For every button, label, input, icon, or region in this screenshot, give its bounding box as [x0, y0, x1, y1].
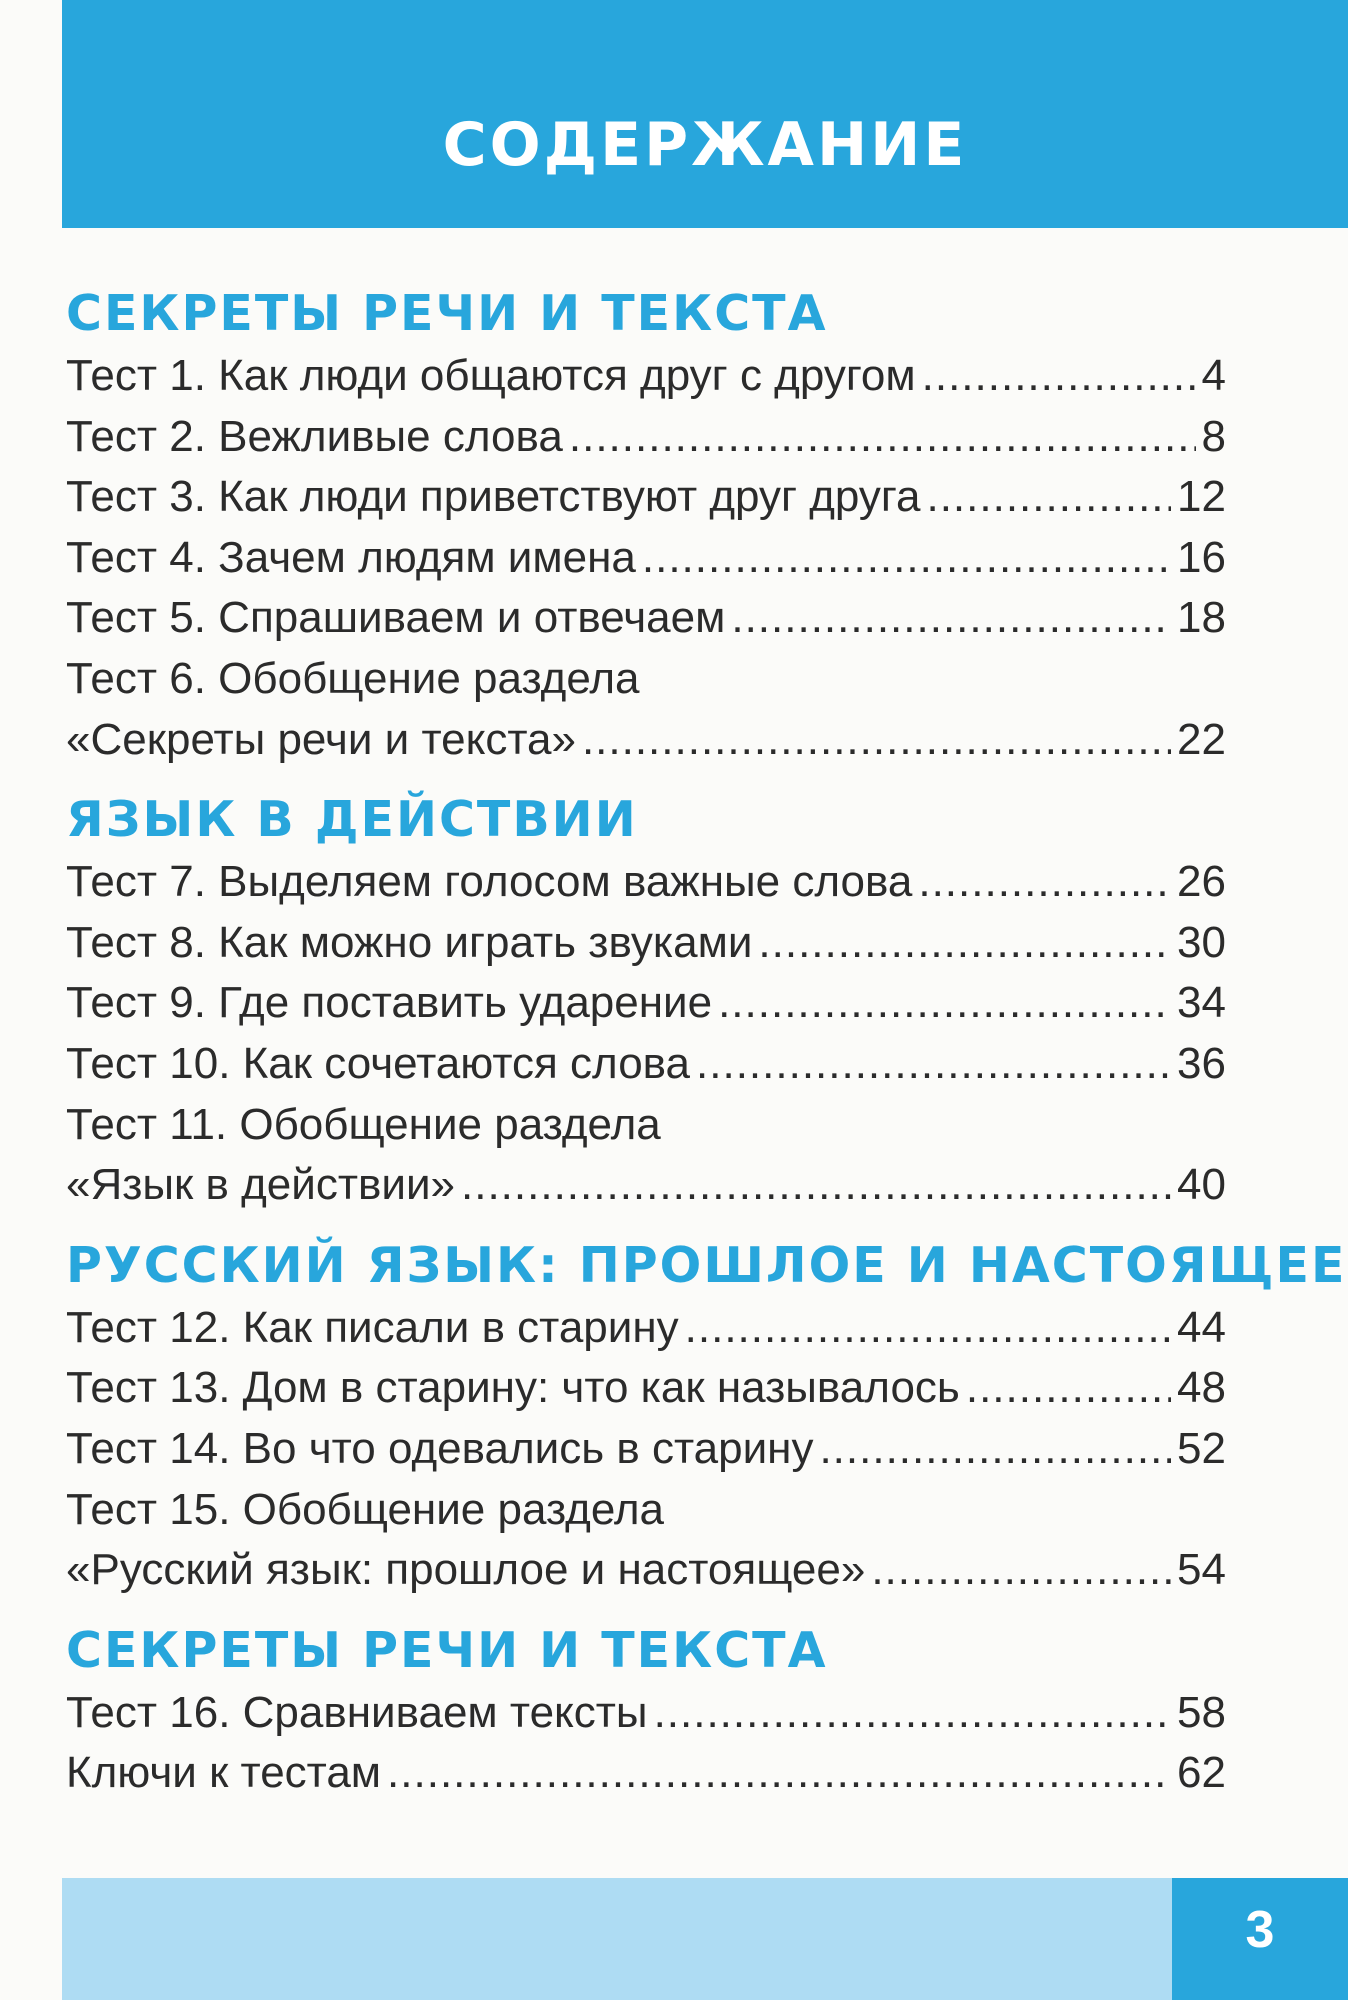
- toc-entry-page: 4: [1201, 351, 1226, 400]
- dot-leader: [918, 852, 1171, 913]
- toc-entry-page: 26: [1177, 857, 1226, 907]
- dot-leader: [758, 913, 1171, 974]
- section-heading: ЯЗЫК В ДЕЙСТВИИ: [66, 791, 638, 849]
- toc-entry-title: «Секреты речи и текста»: [66, 714, 576, 764]
- toc-entry-title: Тест 2. Вежливые слова: [66, 411, 563, 461]
- toc-entry-title: Тест 3. Как люди приветствуют друг друга: [66, 472, 921, 522]
- dot-leader: [819, 1419, 1171, 1480]
- dot-leader: [718, 973, 1171, 1034]
- toc-entry-title: Тест 8. Как можно играть звуками: [66, 917, 753, 967]
- toc-entry-title: Тест 5. Спрашиваем и отвечаем: [66, 593, 726, 643]
- toc-entry-title: Тест 12. Как писали в старину: [66, 1302, 679, 1352]
- section-heading: СЕКРЕТЫ РЕЧИ И ТЕКСТА: [66, 285, 828, 342]
- toc-entry: [66, 467, 1226, 528]
- dot-leader: [642, 528, 1171, 589]
- toc-entry-page: 30: [1177, 917, 1226, 967]
- toc-entry-page: 16: [1177, 532, 1226, 582]
- toc-entry: [66, 973, 1226, 1034]
- toc-entry-title: Тест 10. Как сочетаются слова: [66, 1038, 691, 1088]
- toc-entry-title: Тест 9. Где поставить ударение: [66, 978, 713, 1028]
- dot-leader: [922, 346, 1196, 407]
- toc-entry: [66, 588, 1226, 649]
- toc-entry-page: 8: [1201, 411, 1226, 461]
- dot-leader: [685, 1298, 1171, 1359]
- toc-entry: [66, 1155, 1226, 1216]
- toc-entry: [66, 1683, 1226, 1744]
- toc-entry-page: 34: [1177, 978, 1226, 1028]
- section-heading: РУССКИЙ ЯЗЫК: ПРОШЛОЕ И НАСТОЯЩЕЕ: [66, 1236, 1347, 1294]
- toc-entry-title: «Язык в действии»: [66, 1160, 455, 1210]
- toc-entry-title: Тест 15. Обобщение раздела: [66, 1484, 664, 1534]
- toc-entry-title: Тест 14. Во что одевались в старину: [66, 1423, 814, 1473]
- section-heading: СЕКРЕТЫ РЕЧИ И ТЕКСТА: [66, 1621, 828, 1679]
- toc-entry: [66, 528, 1226, 589]
- toc-entry: [66, 1034, 1226, 1095]
- toc-entry: [66, 1480, 1226, 1541]
- page-number: 3: [1245, 1901, 1275, 1959]
- toc-entry: [66, 852, 1226, 913]
- toc-entry-page: 58: [1177, 1687, 1226, 1737]
- toc-entry: [66, 1095, 1226, 1156]
- toc-entry: [66, 1298, 1226, 1359]
- dot-leader: [966, 1358, 1171, 1419]
- toc-entry-page: 52: [1177, 1423, 1226, 1473]
- dot-leader: [654, 1683, 1171, 1744]
- toc-entry-page: 48: [1177, 1363, 1226, 1413]
- toc-entry-title: Тест 16. Сравниваем тексты: [66, 1687, 648, 1737]
- toc-entry: [66, 1743, 1226, 1804]
- dot-leader: [871, 1540, 1171, 1601]
- toc-entry-title: Тест 13. Дом в старину: что как называлось: [66, 1363, 960, 1413]
- page-number-box: [1172, 1878, 1348, 2000]
- toc-entry: [66, 710, 1226, 771]
- toc-entry: [66, 1540, 1226, 1601]
- toc-entry: [66, 407, 1226, 468]
- dot-leader: [731, 588, 1171, 649]
- toc-entry-page: 18: [1177, 593, 1226, 643]
- toc-entry-page: 12: [1177, 472, 1226, 522]
- toc-entry-title: Тест 11. Обобщение раздела: [66, 1099, 661, 1149]
- toc-entry-page: 22: [1177, 714, 1226, 764]
- toc-entry: [66, 1358, 1226, 1419]
- toc-entry: [66, 913, 1226, 974]
- dot-leader: [387, 1743, 1171, 1804]
- dot-leader: [926, 467, 1171, 528]
- table-of-contents: [66, 282, 1347, 1804]
- toc-entry-title: Тест 7. Выделяем голосом важные слова: [66, 857, 913, 907]
- toc-entry-title: «Русский язык: прошлое и настоящее»: [66, 1545, 866, 1595]
- dot-leader: [569, 407, 1196, 468]
- toc-entry: [66, 1419, 1226, 1480]
- dot-leader: [582, 710, 1171, 771]
- toc-entry-page: 36: [1177, 1038, 1226, 1088]
- dot-leader: [696, 1034, 1171, 1095]
- footer-band: [62, 1878, 1172, 2000]
- toc-entry-page: 44: [1177, 1302, 1226, 1352]
- toc-entry: [66, 346, 1226, 407]
- header-band: [62, 0, 1348, 228]
- toc-entry-title: Тест 1. Как люди общаются друг с другом: [66, 351, 916, 400]
- toc-entry: [66, 649, 1226, 710]
- toc-entry-page: 62: [1177, 1748, 1226, 1798]
- toc-entry-title: Ключи к тестам: [66, 1748, 382, 1798]
- toc-entry-title: Тест 4. Зачем людям имена: [66, 532, 636, 582]
- toc-entry-page: 54: [1177, 1545, 1226, 1595]
- page-title: СОДЕРЖАНИЕ: [442, 110, 968, 180]
- toc-entry-page: 40: [1177, 1160, 1226, 1210]
- dot-leader: [461, 1155, 1171, 1216]
- toc-entry-title: Тест 6. Обобщение раздела: [66, 653, 640, 703]
